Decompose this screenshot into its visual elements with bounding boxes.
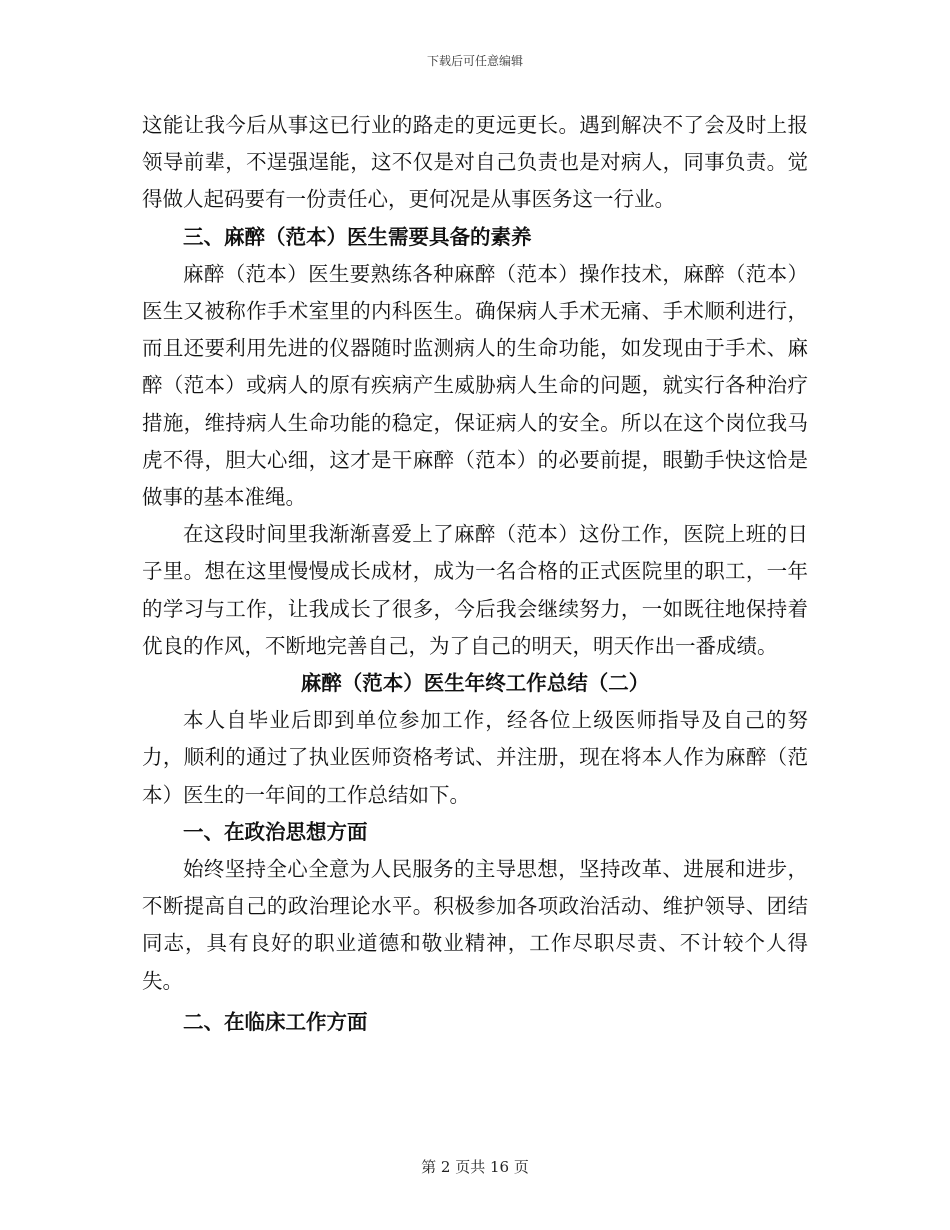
section-heading-3: 三、麻醉（范本）医生需要具备的素养 [183,224,532,249]
paragraph-reflection: 在这段时间里我渐渐喜爱上了麻醉（范本）这份工作，医院上班的日子里。想在这里慢慢成长成材，成为一名合格的正式医院里的职工，一年的学习与工作，让我成长了很多，今后我会继续努力，一如既往地保持着优良的作风，不断地完善自己，为了自己的明天，明天作出一番成绩。 [142,522,808,658]
paragraph-qualities: 麻醉（范本）医生要熟练各种麻醉（范本）操作技术，麻醉（范本）医生又被称作手术室里的内科医生。确保病人手术无痛、手术顺利进行，而且还要利用先进的仪器随时监测病人的生命功能，如发现由于手术、麻醉（范本）或病人的原有疾病产生威胁病人生命的问题，就实行各种治疗措施，维持病人生命功能的稳定，保证病人的安全。所以在这个岗位我马虎不得，胆大心细，这才是干麻醉（范本）的必要前提，眼勤手快这恰是做事的基本准绳。 [142,261,808,510]
document-body [142,107,808,1041]
paragraph-intro: 本人自毕业后即到单位参加工作，经各位上级医师指导及自己的努力，顺利的通过了执业医师资格考试、并注册，现在将本人作为麻醉（范本）医生的一年间的工作总结如下。 [142,708,808,807]
section-heading-1: 一、在政治思想方面 [183,819,368,844]
page-footer: 第 2 页共 16 页 [421,1158,529,1176]
section-heading-2: 二、在临床工作方面 [183,1009,368,1034]
document-title-2: 麻醉（范本）医生年终工作总结（二） [300,671,650,696]
paragraph-continuation: 这能让我今后从事这已行业的路走的更远更长。遇到解决不了会及时上报领导前辈，不逞强逞能，这不仅是对自己负责也是对病人，同事负责。觉得做人起码要有一份责任心，更何况是从事医务这一行业。 [142,113,808,212]
paragraph-political: 始终坚持全心全意为人民服务的主导思想，坚持改革、进展和进步，不断提高自己的政治理论水平。积极参加各项政治活动、维护领导、团结同志，具有良好的职业道德和敬业精神，工作尽职尽责、不计较个人得失。 [142,857,808,993]
page-header: 下载后可任意编辑 [426,54,523,68]
